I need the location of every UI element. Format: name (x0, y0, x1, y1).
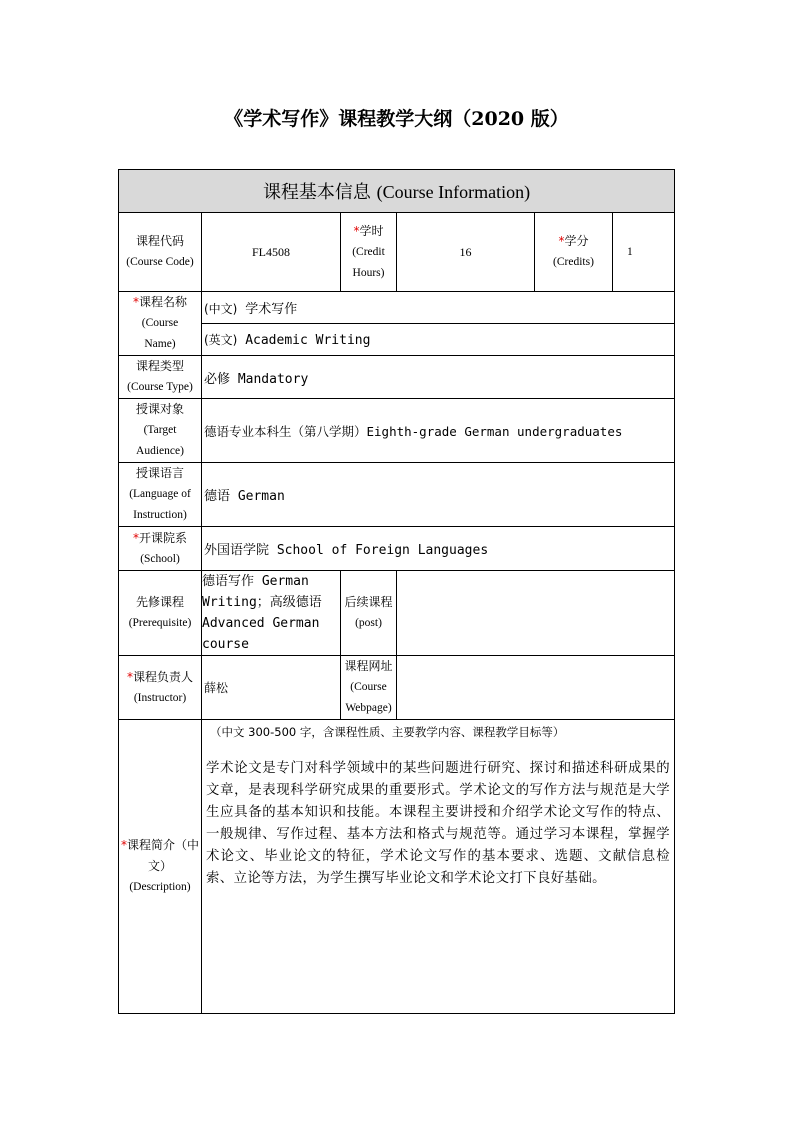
credit-hours-label: *学时 (Credit Hours) (341, 213, 397, 292)
course-code-value: FL4508 (202, 213, 341, 292)
instructor-value: 薛松 (202, 656, 341, 720)
description-content (202, 720, 675, 1014)
course-name-label: *课程名称 (Course Name) (119, 292, 202, 356)
target-audience-label: 授课对象 (Target Audience) (119, 399, 202, 463)
credit-hours-value: 16 (397, 213, 535, 292)
school-value: 外国语学院 School of Foreign Languages (202, 527, 675, 571)
header-zh: 课程基本信息 (262, 182, 371, 203)
instructor-label: *课程负责人 (Instructor) (119, 656, 202, 720)
language-label: 授课语言 (Language of Instruction) (119, 463, 202, 527)
school-label: *开课院系 (School) (119, 527, 202, 571)
webpage-value (397, 656, 675, 720)
description-note: （中文 300-500 字，含课程性质、主要教学内容、课程教学目标等） (210, 725, 565, 739)
course-info-table (118, 169, 675, 1014)
webpage-label: 课程网址 (Course Webpage) (341, 656, 397, 720)
course-code-label: 课程代码 (Course Code) (119, 213, 202, 292)
target-audience-value: 德语专业本科生（第八学期）Eighth-grade German undergraduates (202, 399, 675, 463)
credits-label: *学分 (Credits) (535, 213, 613, 292)
document-title: 《学术写作》课程教学大纲（2020 版） (224, 108, 569, 130)
credits-value: 1 (613, 213, 675, 292)
description-text: 学术论文是专门对科学领域中的某些问题进行研究、探讨和描述科研成果的文章，是表现科学研究成果的重要形式。学术论文的写作方法与规范是大学生应具备的基本知识和技能。本课程主要讲授和介绍学术论文写作的特点、一般规律、写作过程、基本方法和格式与规范等。通过学习本课程，掌握学术论文、毕业论文的特征，学术论文写作的基本要求、选题、文献信息检索、立论等方法，为学生撰写毕业论文和学术论文打下良好基础。 (206, 761, 671, 886)
course-name-en: (英文) Academic Writing (202, 324, 675, 356)
description-label: *课程简介（中 文） (Description) (119, 720, 202, 1014)
course-type-value: 必修 Mandatory (202, 356, 675, 399)
prerequisite-value: 德语写作 German Writing；高级德语 Advanced German course (202, 571, 341, 656)
language-value: 德语 German (202, 463, 675, 527)
post-course-value (397, 571, 675, 656)
section-header (119, 170, 675, 213)
course-type-label: 课程类型 (Course Type) (119, 356, 202, 399)
header-en: (Course Information) (376, 182, 531, 202)
course-name-cn: (中文) 学术写作 (202, 292, 675, 324)
prerequisite-label: 先修课程 (Prerequisite) (119, 571, 202, 656)
post-course-label: 后续课程 (post) (341, 571, 397, 656)
